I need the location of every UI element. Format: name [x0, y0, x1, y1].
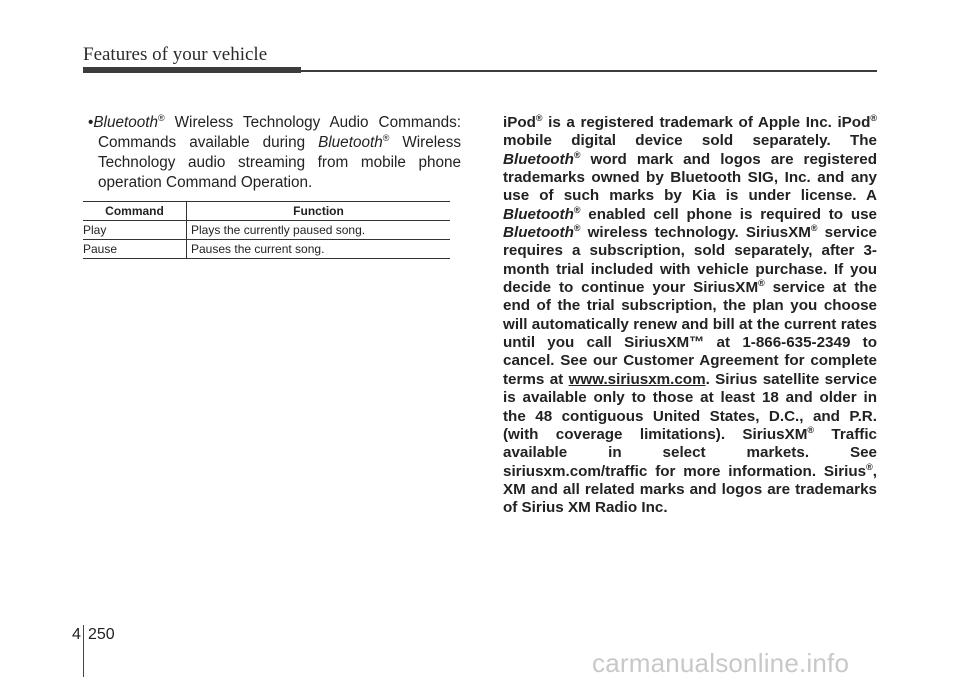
- reg-mark: ®: [870, 112, 877, 123]
- table-row: [83, 221, 450, 240]
- reg-mark: ®: [382, 132, 390, 143]
- notice-text: service at the end of the trial subscription, the plan you choose will automatically renew and bill at the current rates until you call SiriusXM™ at 1-866-635-2349 to cancel. See our Customer Agreement for complete terms at: [503, 279, 877, 388]
- notice-text: , XM and all related marks and logos are trademarks of Sirius XM Radio Inc.: [503, 462, 877, 517]
- reg-mark: ®: [866, 461, 873, 472]
- function-cell: Plays the currently paused song.: [187, 221, 451, 240]
- notice-text: Traffic available in select markets. See siriusxm.com/traffic for more information. Sirius: [503, 425, 877, 480]
- bluetooth-term: Bluetooth: [93, 114, 158, 131]
- table-row: [83, 240, 450, 259]
- header-bar: [83, 67, 301, 73]
- reg-mark: ®: [535, 112, 543, 123]
- notice-text: mobile digital device sold separately. The: [503, 132, 877, 150]
- header-title: Features of your vehicle: [83, 44, 268, 65]
- notice-text: word mark and logos are registered trademarks owned by Bluetooth SIG, Inc. and any use of such marks by Kia is under license. A: [503, 150, 877, 205]
- notice-text: iPod: [503, 114, 536, 131]
- notice-text: enabled cell phone is required to use: [580, 205, 877, 223]
- reg-mark: ®: [158, 112, 165, 123]
- bluetooth-term: Bluetooth: [503, 224, 574, 242]
- footer-rule: [83, 625, 84, 677]
- bluetooth-term: Bluetooth: [503, 205, 574, 223]
- siriusxm-link[interactable]: www.siriusxm.com: [568, 370, 706, 388]
- intro-text-2: Wireless Technology audio streaming from mobile phone operation Command Operation.: [98, 134, 461, 191]
- notice-text: . Sirius satellite service is available only to those at least 18 and older in the 48 contiguous United States, D.C., and P.R. (with coverage limitations). SiriusXM: [503, 370, 877, 443]
- notice-text: wireless technology. SiriusXM: [580, 224, 811, 242]
- column-header-function: Function: [187, 202, 451, 221]
- trademark-notice: [503, 114, 877, 518]
- notice-text: is a registered trademark of Apple Inc. iPod: [542, 114, 871, 131]
- reg-mark: ®: [807, 424, 815, 435]
- notice-text: service requires a subscription, sold separately, after 3-month trial included with vehicle purchase. If you decide to continue your SiriusXM: [503, 224, 877, 297]
- page-number: 250: [88, 626, 115, 643]
- bullet: •: [88, 114, 94, 131]
- bluetooth-term: Bluetooth: [503, 150, 574, 168]
- reg-mark: ®: [573, 204, 581, 215]
- reg-mark: ®: [758, 278, 765, 289]
- watermark: carmanualsonline.info: [592, 648, 850, 678]
- reg-mark: ®: [573, 149, 581, 160]
- bluetooth-term: Bluetooth: [318, 134, 383, 151]
- command-cell: Play: [83, 221, 187, 240]
- command-cell: Pause: [83, 240, 187, 259]
- table-header-row: [83, 202, 450, 221]
- bullet-paragraph: [88, 113, 461, 193]
- column-header-command: Command: [83, 202, 187, 221]
- function-cell: Pauses the current song.: [187, 240, 451, 259]
- intro-text-1: Wireless Technology Audio Commands: Commands available during: [98, 114, 461, 151]
- chapter-number: 4: [72, 626, 81, 643]
- header-rule: [301, 70, 877, 72]
- reg-mark: ®: [573, 223, 581, 233]
- reg-mark: ®: [810, 223, 818, 233]
- command-table: [83, 201, 450, 259]
- left-column: [88, 113, 461, 193]
